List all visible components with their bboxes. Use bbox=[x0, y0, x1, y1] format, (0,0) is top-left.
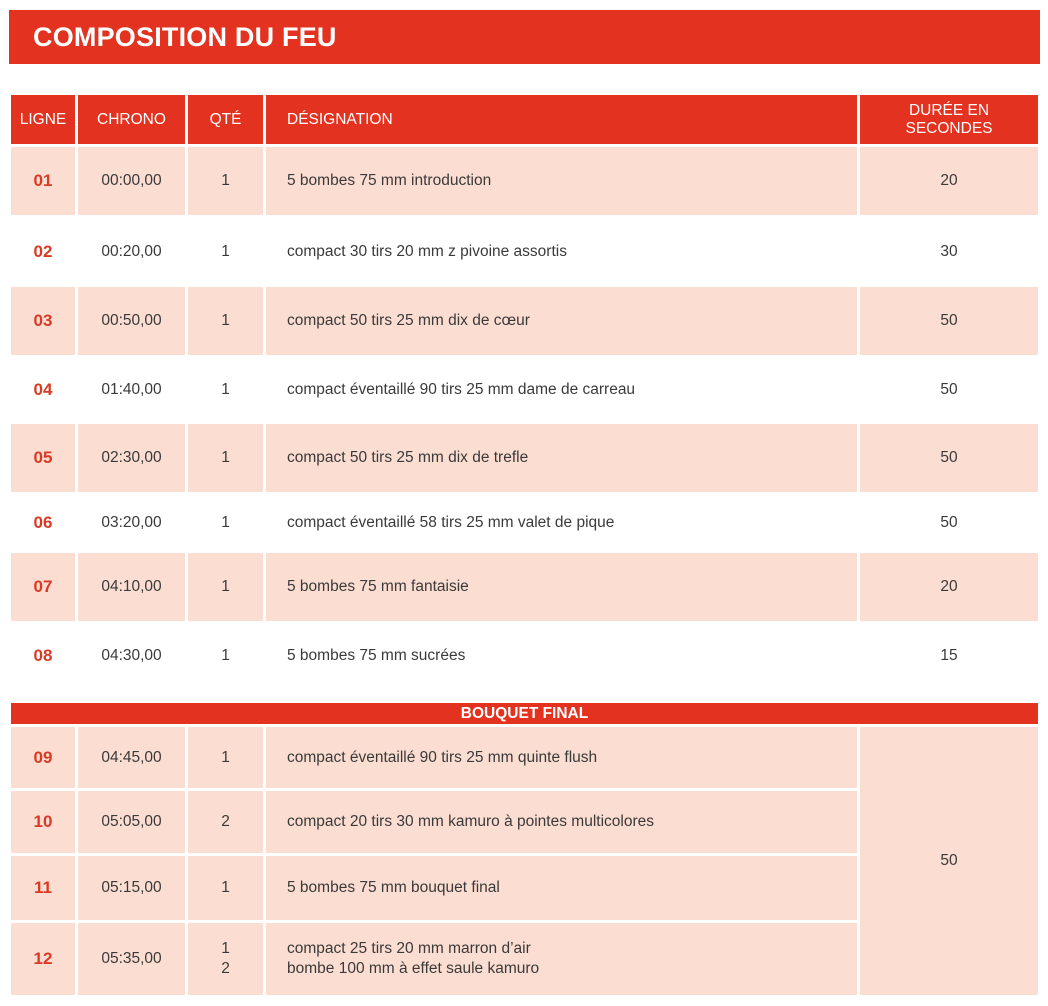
header-duree-line2: SECONDES bbox=[905, 119, 993, 137]
cell-chrono: 00:50,00 bbox=[78, 287, 185, 355]
cell-duree: 50 bbox=[860, 494, 1038, 552]
cell-duree: 50 bbox=[860, 424, 1038, 492]
cell-qte: 1 bbox=[188, 147, 263, 215]
cell-ligne: 11 bbox=[11, 856, 75, 920]
cell-duree: 15 bbox=[860, 623, 1038, 688]
cell-ligne: 07 bbox=[11, 553, 75, 621]
designation-line: compact 25 tirs 20 mm marron d’air bbox=[287, 940, 531, 957]
cell-ligne: 10 bbox=[11, 791, 75, 853]
cell-chrono: 05:35,00 bbox=[78, 923, 185, 995]
cell-chrono: 00:00,00 bbox=[78, 147, 185, 215]
cell-qte: 1 bbox=[188, 287, 263, 355]
header-chrono: CHRONO bbox=[78, 95, 185, 144]
cell-qte: 1 bbox=[188, 727, 263, 788]
section-bouquet-final: BOUQUET FINAL bbox=[11, 703, 1038, 724]
cell-qte: 2 bbox=[188, 791, 263, 853]
cell-ligne: 05 bbox=[11, 424, 75, 492]
cell-qte: 1 bbox=[188, 553, 263, 621]
cell-ligne: 06 bbox=[11, 494, 75, 552]
cell-ligne: 04 bbox=[11, 357, 75, 422]
cell-ligne: 01 bbox=[11, 147, 75, 215]
cell-ligne: 09 bbox=[11, 727, 75, 788]
cell-chrono: 04:30,00 bbox=[78, 623, 185, 688]
header-duree-line1: DURÉE EN bbox=[908, 101, 990, 119]
cell-duree: 20 bbox=[860, 147, 1038, 215]
cell-ligne: 08 bbox=[11, 623, 75, 688]
cell-chrono: 04:45,00 bbox=[78, 727, 185, 788]
cell-qte: 1 bbox=[188, 494, 263, 552]
cell-chrono: 02:30,00 bbox=[78, 424, 185, 492]
header-designation: DÉSIGNATION bbox=[266, 95, 857, 144]
cell-duree: 50 bbox=[860, 287, 1038, 355]
cell-ligne: 12 bbox=[11, 923, 75, 995]
cell-designation: compact éventaillé 90 tirs 25 mm dame de carreau bbox=[266, 357, 857, 422]
cell-qte: 1 bbox=[188, 357, 263, 422]
cell-qte: 1 bbox=[188, 218, 263, 285]
cell-designation: compact 50 tirs 25 mm dix de trefle bbox=[266, 424, 857, 492]
cell-chrono: 01:40,00 bbox=[78, 357, 185, 422]
cell-duree: 20 bbox=[860, 553, 1038, 621]
cell-duree: 50 bbox=[860, 357, 1038, 422]
cell-chrono: 05:15,00 bbox=[78, 856, 185, 920]
qte-line: 2 bbox=[221, 960, 230, 977]
page-title: COMPOSITION DU FEU bbox=[9, 10, 1040, 64]
cell-duree: 30 bbox=[860, 218, 1038, 285]
cell-qte: 1 bbox=[188, 424, 263, 492]
cell-designation: compact 30 tirs 20 mm z pivoine assortis bbox=[266, 218, 857, 285]
qte-line: 1 bbox=[221, 940, 230, 957]
cell-duree-bouquet: 50 bbox=[860, 727, 1038, 995]
header-qte: QTÉ bbox=[188, 95, 263, 144]
cell-designation: 5 bombes 75 mm introduction bbox=[266, 147, 857, 215]
cell-ligne: 03 bbox=[11, 287, 75, 355]
cell-designation: 5 bombes 75 mm sucrées bbox=[266, 623, 857, 688]
cell-qte: 1 bbox=[188, 623, 263, 688]
cell-chrono: 05:05,00 bbox=[78, 791, 185, 853]
cell-ligne: 02 bbox=[11, 218, 75, 285]
cell-designation bbox=[266, 923, 857, 995]
cell-chrono: 00:20,00 bbox=[78, 218, 185, 285]
cell-designation: 5 bombes 75 mm bouquet final bbox=[266, 856, 857, 920]
cell-qte: 1 bbox=[188, 856, 263, 920]
cell-designation: 5 bombes 75 mm fantaisie bbox=[266, 553, 857, 621]
cell-chrono: 03:20,00 bbox=[78, 494, 185, 552]
cell-designation: compact 20 tirs 30 mm kamuro à pointes multicolores bbox=[266, 791, 857, 853]
designation-line: bombe 100 mm à effet saule kamuro bbox=[287, 960, 540, 977]
cell-designation: compact 50 tirs 25 mm dix de cœur bbox=[266, 287, 857, 355]
cell-designation: compact éventaillé 58 tirs 25 mm valet de pique bbox=[266, 494, 857, 552]
cell-chrono: 04:10,00 bbox=[78, 553, 185, 621]
cell-qte bbox=[188, 923, 263, 995]
header-ligne: LIGNE bbox=[11, 95, 75, 144]
cell-designation: compact éventaillé 90 tirs 25 mm quinte flush bbox=[266, 727, 857, 788]
header-duree bbox=[860, 95, 1038, 144]
